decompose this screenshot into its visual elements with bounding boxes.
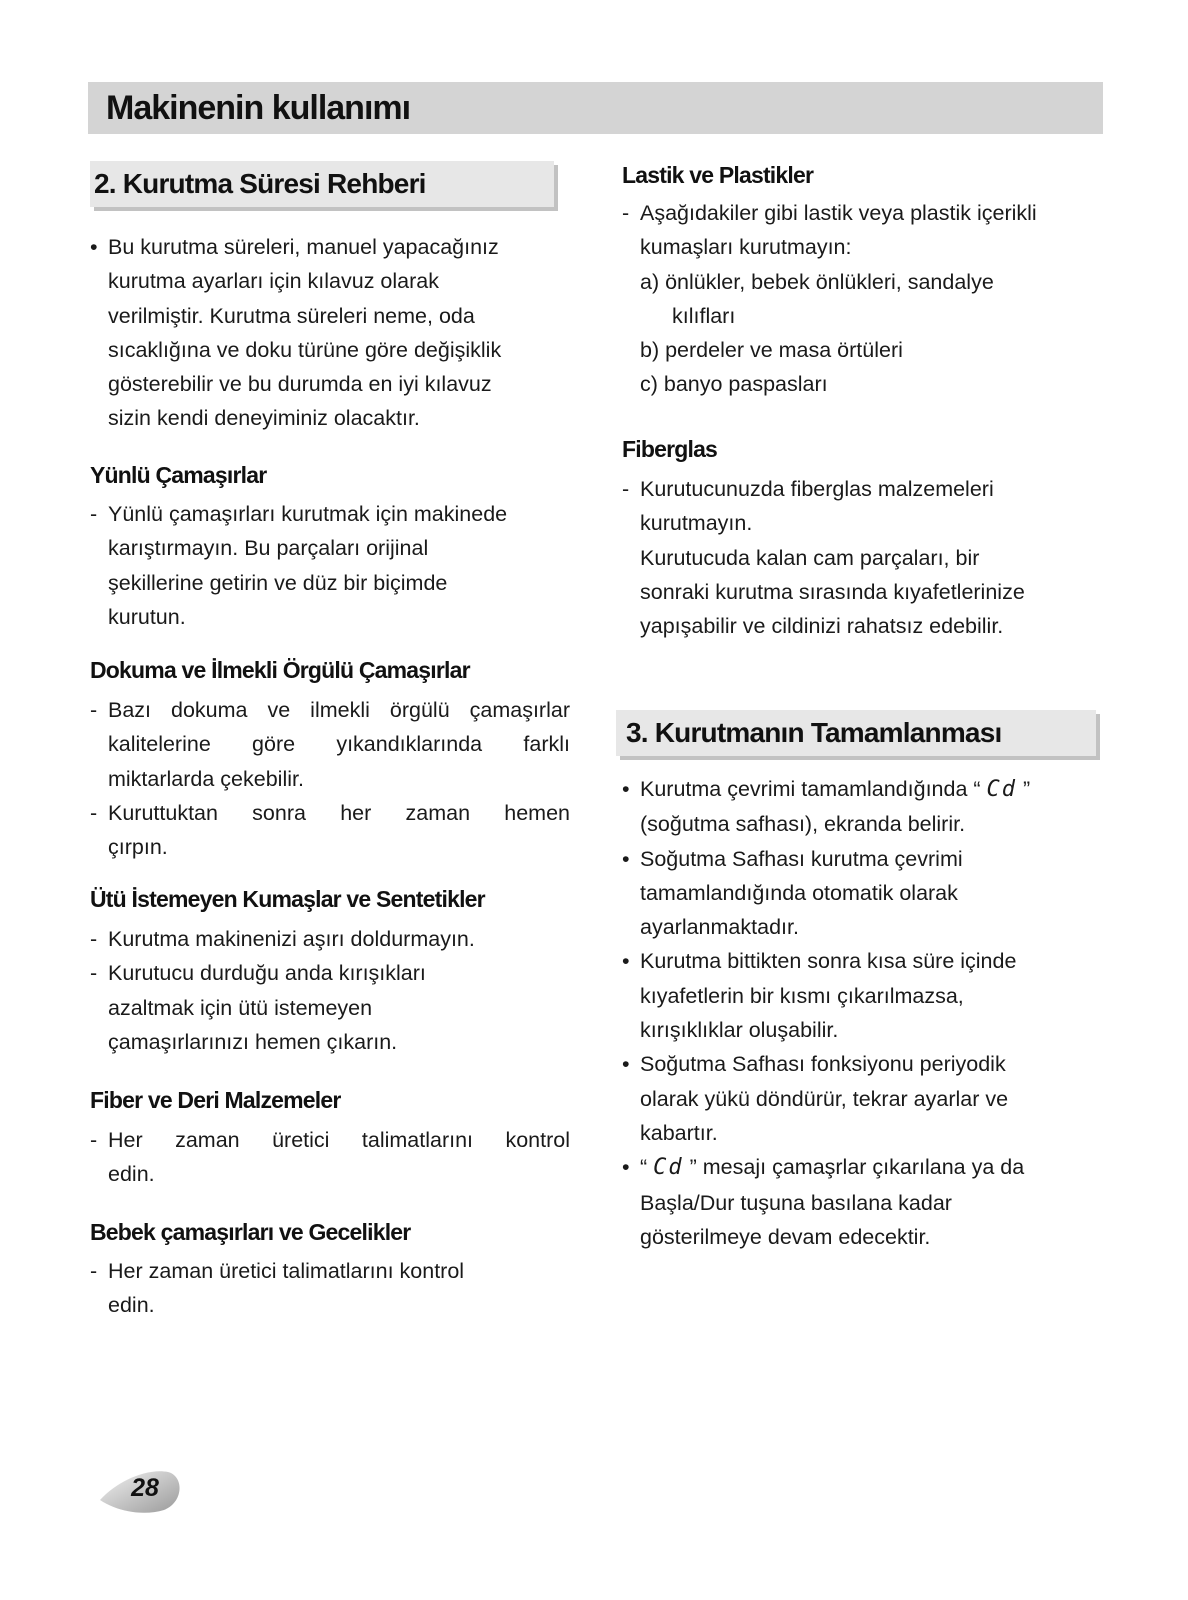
text-line: edin.	[108, 1293, 155, 1318]
intro-paragraph	[90, 230, 560, 436]
text-fragment: “	[640, 1155, 648, 1180]
dash-marker: -	[90, 961, 98, 986]
text-line: (soğutma safhası), ekranda belirir.	[640, 812, 966, 837]
section-title: 2. Kurutma Süresi Rehberi	[94, 168, 426, 199]
text-line: azaltmak için ütü istemeyen	[108, 995, 373, 1020]
dash-marker: -	[622, 201, 630, 225]
dash-item	[90, 956, 560, 1059]
text-line: Kurutucuda kalan cam parçaları, bir	[640, 545, 980, 570]
dash-marker: -	[90, 698, 98, 722]
text-line: sonraki kurutma sırasında kıyafetlerinize	[640, 579, 1025, 604]
page-number: 28	[131, 1474, 159, 1502]
text-line: gösterebilir ve bu durumda en iyi kılavuz	[108, 372, 492, 397]
dash-marker: -	[90, 1259, 98, 1283]
bullet-item	[622, 1047, 1102, 1150]
dash-item	[90, 497, 560, 634]
text-line: olarak yükü döndürür, tekrar ayarlar ve	[640, 1086, 1009, 1111]
list-line-a-cont: kılıfları	[672, 303, 736, 328]
bullet-marker: •	[90, 235, 98, 259]
text-fragment: ”	[1023, 777, 1031, 801]
text-line: Kurutma makinenizi aşırı doldurmayın.	[108, 927, 475, 951]
text-fragment: Kurutma çevrimi tamamlandığında “	[640, 777, 981, 801]
text-line: Kurutucunuzda fiberglas malzemeleri	[640, 477, 994, 501]
text-line: gösterilmeye devam edecektir.	[640, 1224, 931, 1249]
dash-item	[622, 196, 1102, 265]
bullet-marker: •	[622, 949, 630, 974]
bullet-marker: •	[622, 1155, 630, 1180]
lcd-code: Cd	[653, 1155, 684, 1181]
dash-marker: -	[622, 477, 630, 501]
bullet-marker: •	[622, 1052, 630, 1077]
subheading-noiron: Ütü İstemeyen Kumaşlar ve Sentetikler	[90, 886, 485, 912]
text-line	[640, 1150, 1102, 1185]
subheading-baby: Bebek çamaşırları ve Gecelikler	[90, 1219, 411, 1245]
text-line: kırışıklıklar oluşabilir.	[640, 1018, 839, 1043]
list-line-c: c) banyo paspasları	[640, 372, 828, 397]
text-line: yapışabilir ve cildinizi rahatsız edebilir.	[640, 614, 1004, 639]
text-line: karıştırmayın. Bu parçaları orijinal	[108, 536, 429, 561]
dash-marker: -	[90, 502, 98, 526]
text-line: kumaşları kurutmayın:	[640, 235, 852, 260]
wool-paragraph	[90, 497, 560, 634]
dash-item	[90, 922, 560, 956]
text-line: Kuruttuktan sonra her zaman hemen	[108, 800, 570, 825]
text-line: verilmiştir. Kurutma süreleri neme, oda	[108, 303, 475, 328]
text-line: Başla/Dur tuşuna basılana kadar	[640, 1190, 952, 1215]
bullet-item	[622, 772, 1102, 842]
fiberglass-paragraph	[622, 472, 1102, 643]
text-line: Soğutma Safhası fonksiyonu periyodik	[640, 1052, 1006, 1077]
text-line: ayarlanmaktadır.	[640, 915, 799, 940]
dash-marker: -	[90, 927, 98, 951]
fiber-paragraph	[90, 1123, 570, 1192]
text-line: kurutma ayarları için kılavuz olarak	[108, 269, 439, 294]
text-line: edin.	[108, 1162, 155, 1187]
dash-item	[90, 796, 570, 865]
subheading-fiberglass: Fiberglas	[622, 436, 718, 462]
text-line: sıcaklığına ve doku türüne göre değişiklik	[108, 337, 502, 362]
dash-marker: -	[90, 800, 98, 825]
subheading-knit: Dokuma ve İlmekli Örgülü Çamaşırlar	[90, 657, 470, 683]
text-line: Bazı dokuma ve ilmekli örgülü çamaşırlar	[108, 698, 570, 722]
text-line: çamaşırlarınızı hemen çıkarın.	[108, 1029, 398, 1054]
section-title: 3. Kurutmanın Tamamlanması	[626, 717, 1002, 748]
bullet-marker: •	[622, 777, 630, 801]
dash-item	[90, 1123, 570, 1192]
text-line: şekillerine getirin ve düz bir biçimde	[108, 570, 448, 595]
text-line: kıyafetlerin bir kısmı çıkarılmazsa,	[640, 983, 964, 1008]
list-line-b: b) perdeler ve masa örtüleri	[640, 338, 903, 363]
text-fragment: ” mesajı çamaşrlar çıkarılana ya da	[689, 1155, 1025, 1180]
dash-item	[90, 1254, 560, 1323]
subheading-fiber: Fiber ve Deri Malzemeler	[90, 1087, 341, 1113]
text-line: kalitelerine göre yıkandıklarında farklı	[108, 732, 570, 757]
text-line: Kurutma bittikten sonra kısa süre içinde	[640, 949, 1017, 974]
text-line: kabartır.	[640, 1120, 718, 1145]
knit-paragraph	[90, 693, 570, 864]
text-line: çırpın.	[108, 835, 168, 860]
dash-item	[90, 693, 570, 796]
text-line: sizin kendi deneyiminiz olacaktır.	[108, 406, 420, 431]
text-line: Yünlü çamaşırları kurutmak için makinede	[108, 502, 508, 526]
completion-paragraph	[622, 772, 1102, 1254]
dash-item	[622, 472, 1102, 643]
lcd-code: Cd	[986, 777, 1018, 802]
dash-marker: -	[90, 1128, 98, 1152]
bullet-item	[622, 842, 1102, 945]
page-number-badge	[98, 1466, 182, 1514]
text-line	[640, 772, 1102, 807]
baby-paragraph	[90, 1254, 560, 1323]
intro-bullet-item	[90, 230, 560, 436]
bullet-marker: •	[622, 846, 630, 871]
subheading-rubber: Lastik ve Plastikler	[622, 162, 814, 188]
text-line: Kurutucu durduğu anda kırışıkları	[108, 961, 426, 986]
text-line: kurutun.	[108, 604, 186, 629]
bullet-item	[622, 944, 1102, 1047]
text-line: Her zaman üretici talimatlarını kontrol	[108, 1128, 570, 1152]
text-line: Soğutma Safhası kurutma çevrimi	[640, 846, 963, 871]
rubber-paragraph	[622, 196, 1102, 402]
list-line-a: a) önlükler, bebek önlükleri, sandalye	[640, 269, 994, 294]
section-title-box	[90, 161, 554, 207]
text-line: miktarlarda çekebilir.	[108, 766, 304, 791]
text-line: Her zaman üretici talimatlarını kontrol	[108, 1259, 465, 1283]
bullet-item	[622, 1150, 1102, 1254]
text-line: Bu kurutma süreleri, manuel yapacağınız	[108, 235, 499, 259]
noiron-paragraph	[90, 922, 560, 1059]
text-line: Aşağıdakiler gibi lastik veya plastik içerikli	[640, 201, 1037, 225]
page-title: Makinenin kullanımı	[106, 89, 411, 127]
subheading-wool: Yünlü Çamaşırlar	[90, 462, 267, 488]
header-bar	[88, 82, 1103, 134]
text-line: tamamlandığında otomatik olarak	[640, 880, 958, 905]
section-title-box	[616, 710, 1096, 756]
text-line: kurutmayın.	[640, 511, 753, 536]
